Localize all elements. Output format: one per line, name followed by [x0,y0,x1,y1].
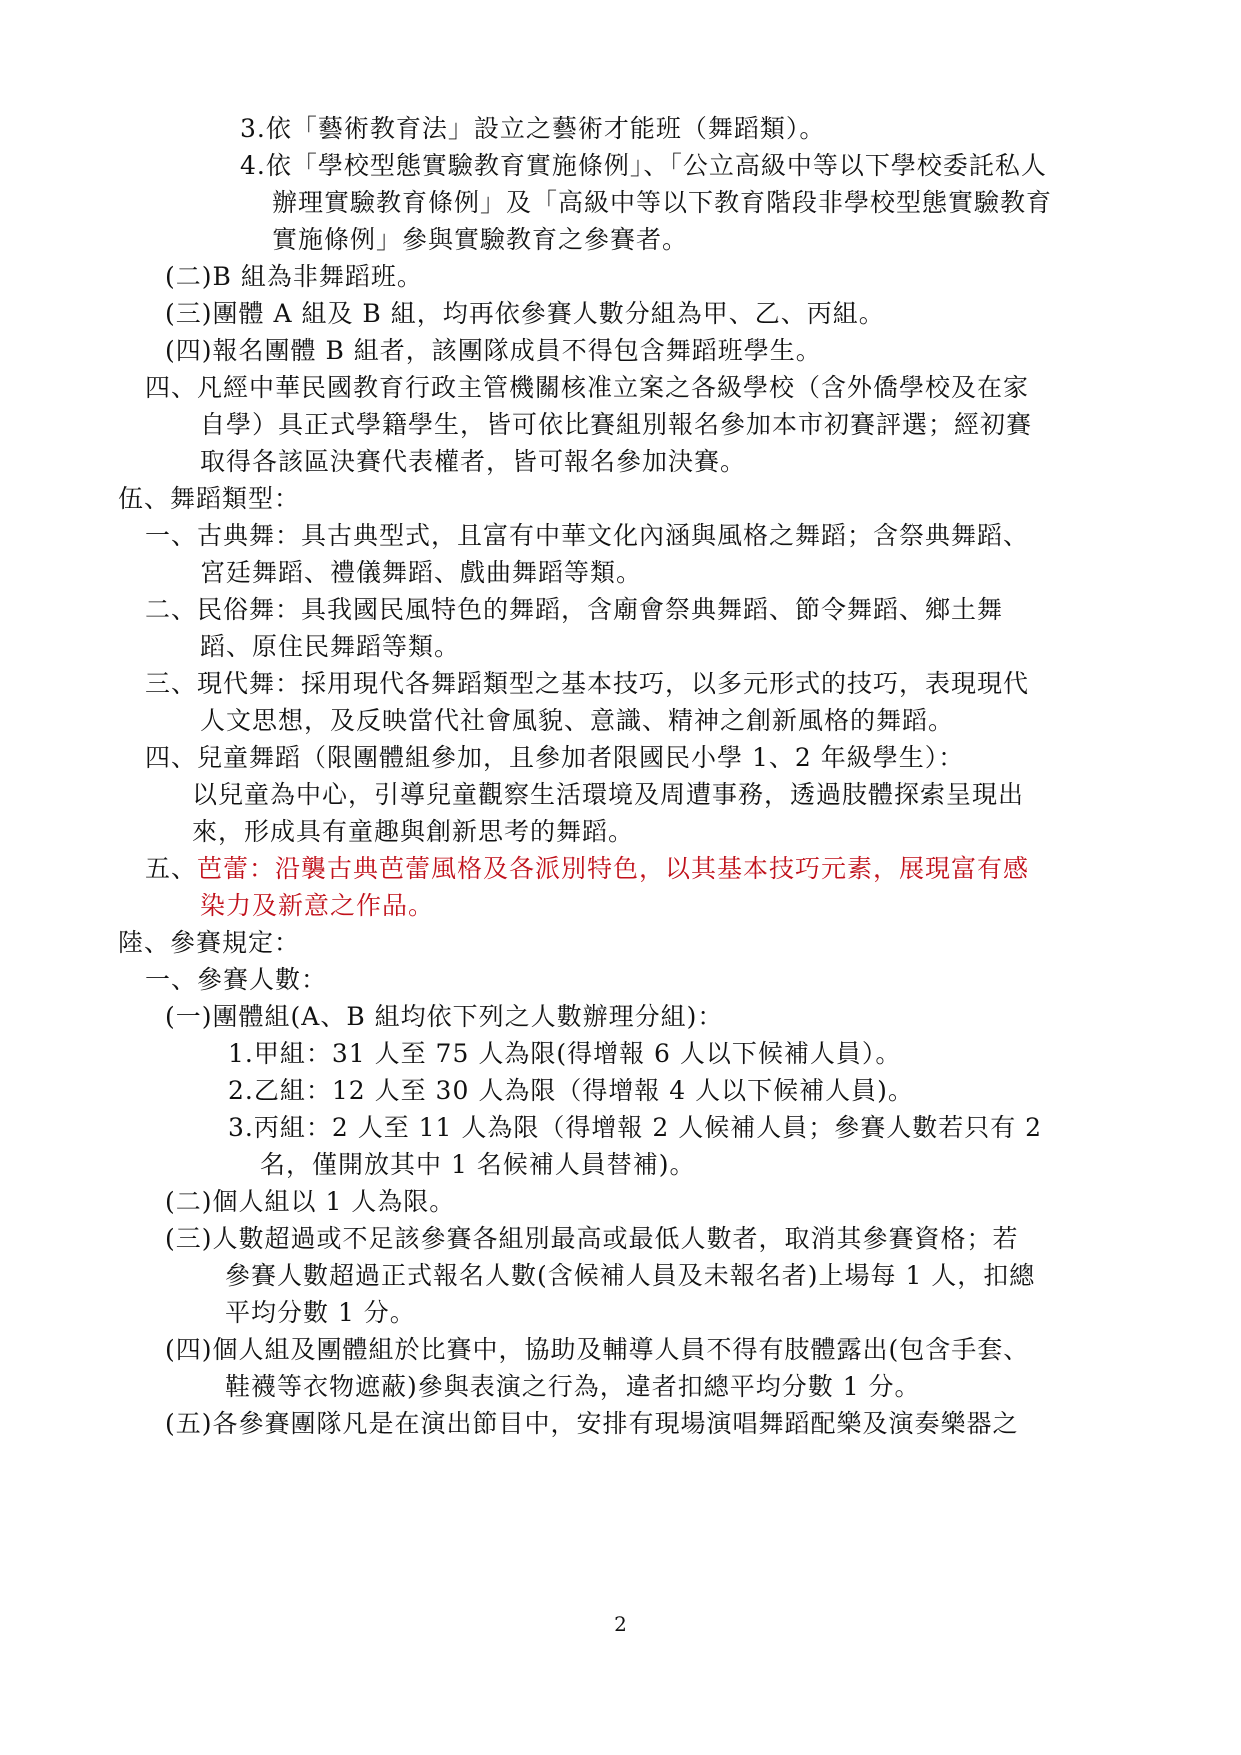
text-line: 三、現代舞：採用現代各舞蹈類型之基本技巧，以多元形式的技巧，表現現代 [145,669,1030,698]
text-line: 取得各該區決賽代表權者，皆可報名參加決賽。 [200,447,747,476]
section-heading: 伍、舞蹈類型： [118,484,301,513]
text-line: 平均分數 1 分。 [225,1298,416,1327]
text-line: (四)個人組及團體組於比賽中，協助及輔導人員不得有肢體露出(包含手套、 [165,1335,1030,1364]
text-line: 四、兒童舞蹈（限團體組參加，且參加者限國民小學 1、2 年級學生）： [145,743,965,772]
text-line: 以兒童為中心，引導兒童觀察生活環境及周遭事務，透過肢體探索呈現出 [192,780,1025,809]
page-number: 2 [614,1612,627,1636]
text-line-ballet [145,854,1029,884]
text-line-ballet: 染力及新意之作品。 [200,891,435,920]
text-line: 一、古典舞：具古典型式，且富有中華文化內涵與風格之舞蹈；含祭典舞蹈、 [145,521,1030,550]
text-line: 名，僅開放其中 1 名候補人員替補)。 [260,1150,696,1179]
text-line: (一)團體組(A、B 組均依下列之人數辦理分組)： [165,1002,724,1031]
text-line: 參賽人數超過正式報名人數(含候補人員及未報名者)上場每 1 人，扣總 [225,1261,1036,1290]
text-line: 宮廷舞蹈、禮儀舞蹈、戲曲舞蹈等類。 [200,558,643,587]
text-line: 1.甲組：31 人至 75 人為限(得增報 6 人以下候補人員）。 [228,1039,902,1068]
section-heading: 陸、參賽規定： [118,928,301,957]
text-line: (二)個人組以 1 人為限。 [165,1187,456,1216]
text-line: 3.依「藝術教育法」設立之藝術才能班（舞蹈類）。 [240,114,826,143]
text-line: 人文思想，及反映當代社會風貌、意識、精神之創新風格的舞蹈。 [200,706,955,735]
text-line: (四)報名團體 B 組者，該團隊成員不得包含舞蹈班學生。 [165,336,822,365]
text-line: 二、民俗舞：具我國民風特色的舞蹈，含廟會祭典舞蹈、節令舞蹈、鄉土舞 [145,595,1004,624]
ballet-text: 芭蕾：沿襲古典芭蕾風格及各派別特色，以其基本技巧元素，展現富有感 [197,854,1030,883]
text-line: 3.丙組：2 人至 11 人為限（得增報 2 人候補人員；參賽人數若只有 2 [228,1113,1043,1142]
text-line: 四、凡經中華民國教育行政主管機關核准立案之各級學校（含外僑學校及在家 [145,373,1030,402]
text-line: (五)各參賽團隊凡是在演出節目中，安排有現場演唱舞蹈配樂及演奏樂器之 [165,1409,1019,1438]
item-prefix: 五、 [145,854,198,883]
text-line: (三)團體 A 組及 B 組，均再依參賽人數分組為甲、乙、丙組。 [165,299,885,328]
text-line: 來，形成具有童趣與創新思考的舞蹈。 [192,817,635,846]
text-line: 2.乙組：12 人至 30 人為限（得增報 4 人以下候補人員)。 [228,1076,914,1105]
text-line: 自學）具正式學籍學生，皆可依比賽組別報名參加本市初賽評選；經初賽 [200,410,1033,439]
text-line: 實施條例」參與實驗教育之參賽者。 [272,225,689,254]
text-line: (三)人數超過或不足該參賽各組別最高或最低人數者，取消其參賽資格；若 [165,1224,1019,1253]
text-line: 一、參賽人數： [145,965,328,994]
text-line: 蹈、原住民舞蹈等類。 [200,632,461,661]
text-line: 鞋襪等衣物遮蔽)參與表演之行為，違者扣總平均分數 1 分。 [225,1372,921,1401]
text-line: (二)B 組為非舞蹈班。 [165,262,423,291]
text-line: 4.依「學校型態實驗教育實施條例」、「公立高級中等以下學校委託私人 [240,151,1047,180]
text-line: 辦理實驗教育條例」及「高級中等以下教育階段非學校型態實驗教育 [272,188,1053,217]
